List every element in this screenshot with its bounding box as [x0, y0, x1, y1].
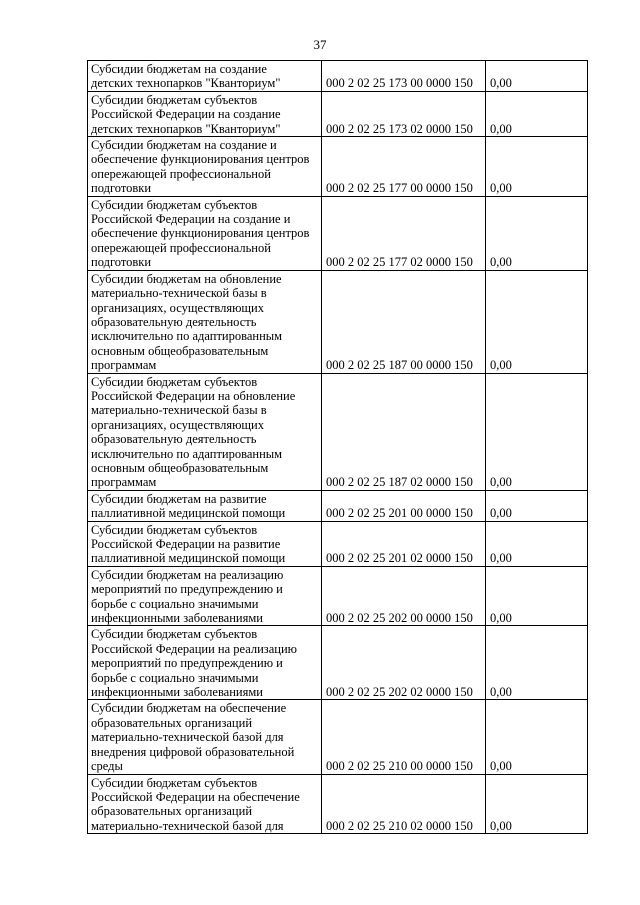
row-name: Субсидии бюджетам субъектов Российской Федерации на создание и обеспечение функционирования центров опережающей профессиональной подготовки — [88, 196, 322, 270]
page-number: 37 — [313, 37, 327, 52]
row-name: Субсидии бюджетам субъектов Российской Федерации на обновление материально-технической базы в организациях, осуществляющих образовательную деятельность исключительно по адаптированным основным общеобразовательным программам — [88, 373, 322, 490]
table-row — [88, 270, 588, 373]
row-name: Субсидии бюджетам на развитие паллиативной медицинской помощи — [88, 490, 322, 521]
row-name: Субсидии бюджетам на обновление материально-технической базы в организациях, осуществляющих образовательную деятельность исключительно по адаптированным основным общеобразовательным программам — [88, 270, 322, 373]
row-code: 000 2 02 25 201 00 0000 150 — [322, 490, 486, 521]
row-code: 000 2 02 25 187 00 0000 150 — [322, 270, 486, 373]
table-row — [88, 61, 588, 92]
row-code: 000 2 02 25 173 02 0000 150 — [322, 91, 486, 136]
row-value: 0,00 — [486, 521, 588, 566]
row-value: 0,00 — [486, 626, 588, 700]
row-code: 000 2 02 25 210 02 0000 150 — [322, 774, 486, 834]
row-value: 0,00 — [486, 700, 588, 774]
table-row — [88, 490, 588, 521]
table-row — [88, 566, 588, 626]
table-row — [88, 774, 588, 834]
row-code: 000 2 02 25 177 00 0000 150 — [322, 137, 486, 197]
row-name: Субсидии бюджетам на реализацию мероприятий по предупреждению и борьбе с социально значимыми инфекционными заболеваниями — [88, 566, 322, 626]
row-value: 0,00 — [486, 196, 588, 270]
table-row — [88, 196, 588, 270]
row-value: 0,00 — [486, 774, 588, 834]
table-row — [88, 700, 588, 774]
budget-table — [87, 60, 588, 834]
row-name: Субсидии бюджетам субъектов Российской Федерации на развитие паллиативной медицинской помощи — [88, 521, 322, 566]
row-code: 000 2 02 25 187 02 0000 150 — [322, 373, 486, 490]
row-name: Субсидии бюджетам на создание и обеспечение функционирования центров опережающей профессиональной подготовки — [88, 137, 322, 197]
row-value: 0,00 — [486, 566, 588, 626]
row-code: 000 2 02 25 210 00 0000 150 — [322, 700, 486, 774]
table-row — [88, 373, 588, 490]
row-name: Субсидии бюджетам на обеспечение образовательных организаций материально-технической базой для внедрения цифровой образовательной среды — [88, 700, 322, 774]
row-code: 000 2 02 25 201 02 0000 150 — [322, 521, 486, 566]
row-value: 0,00 — [486, 91, 588, 136]
row-name: Субсидии бюджетам на создание детских технопарков "Кванториум" — [88, 61, 322, 92]
row-code: 000 2 02 25 202 00 0000 150 — [322, 566, 486, 626]
row-name: Субсидии бюджетам субъектов Российской Федерации на реализацию мероприятий по предупреждению и борьбе с социально значимыми инфекционными заболеваниями — [88, 626, 322, 700]
table-row — [88, 521, 588, 566]
row-code: 000 2 02 25 202 02 0000 150 — [322, 626, 486, 700]
table-row — [88, 626, 588, 700]
table-row — [88, 91, 588, 136]
row-code: 000 2 02 25 173 00 0000 150 — [322, 61, 486, 92]
row-name: Субсидии бюджетам субъектов Российской Федерации на обеспечение образовательных организаций материально-технической базой для — [88, 774, 322, 834]
row-value: 0,00 — [486, 61, 588, 92]
row-value: 0,00 — [486, 490, 588, 521]
row-value: 0,00 — [486, 270, 588, 373]
row-value: 0,00 — [486, 137, 588, 197]
row-name: Субсидии бюджетам субъектов Российской Федерации на создание детских технопарков "Кванториум" — [88, 91, 322, 136]
row-value: 0,00 — [486, 373, 588, 490]
row-code: 000 2 02 25 177 02 0000 150 — [322, 196, 486, 270]
table-row — [88, 137, 588, 197]
